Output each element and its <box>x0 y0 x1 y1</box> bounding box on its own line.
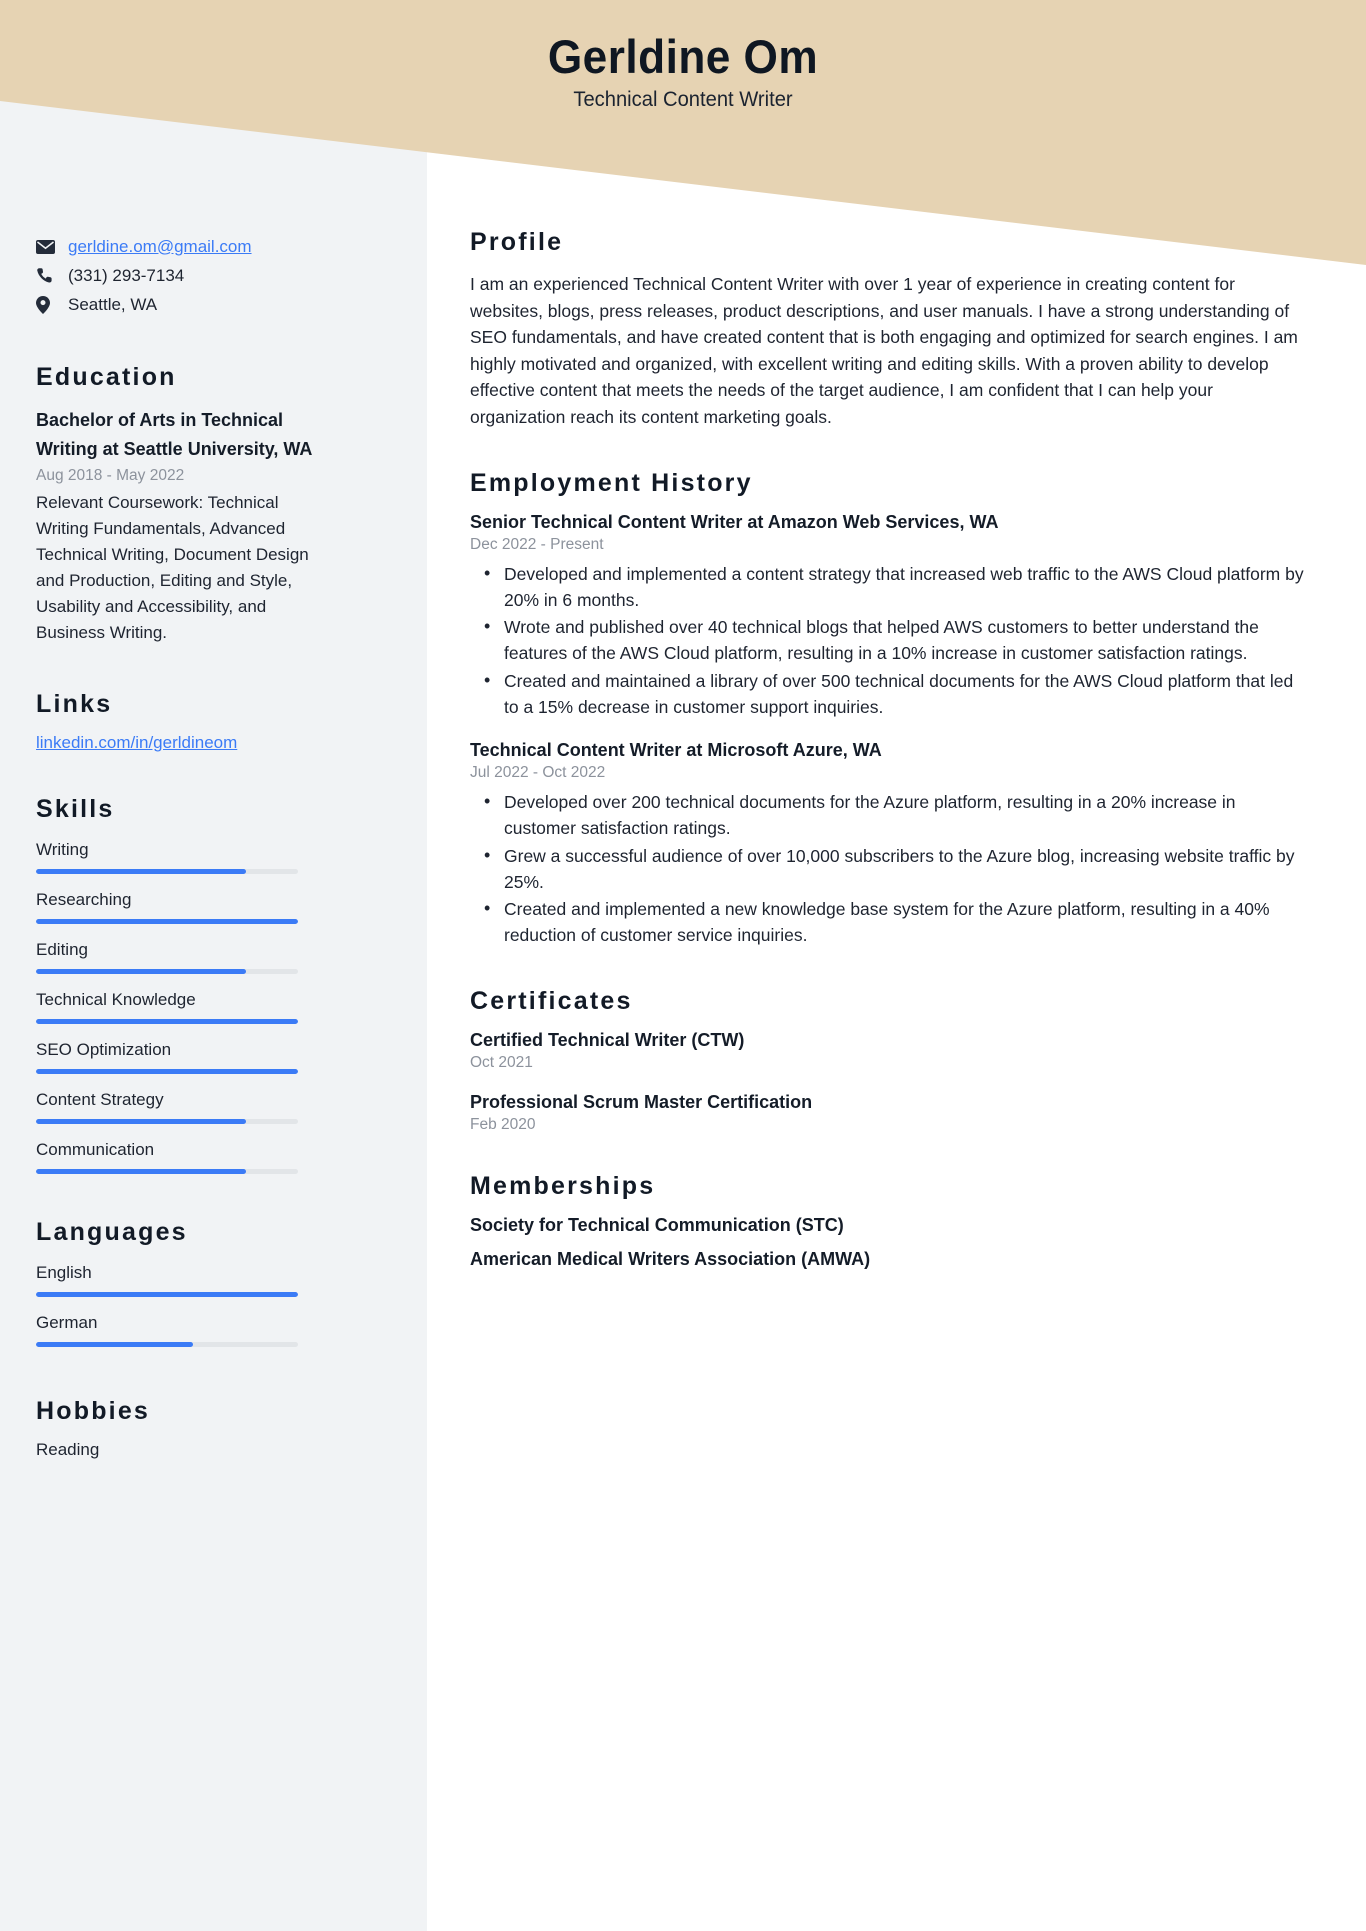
skill-level-track <box>36 969 298 974</box>
job-date: Dec 2022 - Present <box>470 535 604 553</box>
skill-label: Communication <box>36 1139 155 1159</box>
skill-level-fill <box>36 1169 246 1174</box>
skill-item <box>36 840 298 874</box>
skill-label: Writing <box>36 839 89 859</box>
skill-level-fill <box>36 1069 298 1074</box>
section-profile <box>470 228 1306 431</box>
skill-label: Content Strategy <box>36 1089 164 1109</box>
job-bullet-list <box>470 561 1306 721</box>
skill-item <box>36 1140 298 1174</box>
language-label: German <box>36 1312 98 1332</box>
contact-row-phone <box>36 261 427 290</box>
section-languages <box>36 1218 427 1347</box>
language-item <box>36 1313 298 1347</box>
hobbies-heading: Hobbies <box>36 1396 151 1425</box>
job-title: Senior Technical Content Writer at Amazon Web Services, WA <box>470 511 999 532</box>
language-level-fill <box>36 1342 193 1347</box>
email-link[interactable]: gerldine.om@gmail.com <box>68 236 252 256</box>
main-column <box>427 0 1366 1270</box>
job-bullet-list <box>470 789 1306 949</box>
job-bullet: • Created and implemented a new knowledge base system for the Azure platform, resulting in a 40% reduction of customer service inquiries. <box>504 896 1306 949</box>
employment-heading: Employment History <box>470 468 753 497</box>
language-level-track <box>36 1292 298 1297</box>
languages-list <box>36 1263 427 1347</box>
phone-icon <box>36 267 58 284</box>
job-bullet: • Wrote and published over 40 technical blogs that helped AWS customers to better understand the features of the AWS Cloud platform, resulting in a 10% increase in customer satisfaction ratings. <box>504 614 1306 667</box>
skill-level-fill <box>36 869 246 874</box>
job-bullet: • Developed over 200 technical documents for the Azure platform, resulting in a 20% increase in customer satisfaction ratings. <box>504 789 1306 842</box>
certificates-heading: Certificates <box>470 986 633 1015</box>
skill-level-fill <box>36 1119 246 1124</box>
skill-level-fill <box>36 1019 298 1024</box>
contact-row-email[interactable] <box>36 232 427 261</box>
language-item <box>36 1263 298 1297</box>
education-description: Relevant Coursework: Technical Writing Fundamentals, Advanced Technical Writing, Document Design and Production, Editing and Style, Usability and Accessibility, and Business Writing. <box>36 492 309 642</box>
profile-heading: Profile <box>470 228 564 256</box>
skill-label: Editing <box>36 939 88 959</box>
skill-item <box>36 940 298 974</box>
skill-level-track <box>36 1169 298 1174</box>
skill-level-track <box>36 1069 298 1074</box>
education-heading: Education <box>36 363 177 391</box>
memberships-list <box>470 1215 1306 1270</box>
certificate-title: Professional Scrum Master Certification <box>470 1091 813 1112</box>
section-skills <box>36 795 427 1174</box>
section-employment <box>470 469 1306 949</box>
phone-value: (331) 293-7134 <box>68 265 185 285</box>
languages-heading: Languages <box>36 1217 188 1246</box>
certificate-entry <box>470 1030 1306 1072</box>
employment-entry <box>470 740 1306 949</box>
sidebar-column <box>0 0 427 1460</box>
certificate-date: Oct 2021 <box>470 1053 533 1071</box>
skill-item <box>36 1090 298 1124</box>
membership-item: American Medical Writers Association (AMWA) <box>470 1248 871 1269</box>
contact-row-location <box>36 290 427 319</box>
link-item[interactable] <box>36 733 427 753</box>
profile-text: I am an experienced Technical Content Writer with over 1 year of experience in creating content for websites, blogs, press releases, product descriptions, and user manuals. I have a strong understanding of SEO fundamentals, and have created content that is both engaging and optimized for search engines. I am highly motivated and organized, with excellent writing and editing skills. With a proven ability to develop effective content that meets the needs of the target audience, I am confident that I can help your organization reach its content marketing goals. <box>470 274 1298 427</box>
education-entry <box>36 406 427 646</box>
membership-item: Society for Technical Communication (STC) <box>470 1214 844 1235</box>
links-heading: Links <box>36 689 113 718</box>
candidate-role: Technical Content Writer <box>573 88 793 112</box>
skill-level-track <box>36 1119 298 1124</box>
job-title: Technical Content Writer at Microsoft Azure, WA <box>470 740 882 761</box>
skill-item <box>36 1040 298 1074</box>
language-label: English <box>36 1262 92 1282</box>
job-bullet: • Developed and implemented a content strategy that increased web traffic to the AWS Cloud platform by 20% in 6 months. <box>504 561 1306 614</box>
section-certificates <box>470 987 1306 1134</box>
certificate-entry <box>470 1092 1306 1134</box>
skills-heading: Skills <box>36 794 115 823</box>
certificate-date: Feb 2020 <box>470 1115 536 1133</box>
job-bullet: • Created and maintained a library of over 500 technical documents for the AWS Cloud platform that led to a 15% decrease in customer support inquiries. <box>504 668 1306 721</box>
employment-entry <box>470 512 1306 721</box>
skill-label: Technical Knowledge <box>36 989 196 1009</box>
candidate-name: Gerldine Om <box>547 30 819 83</box>
skill-level-track <box>36 919 298 924</box>
education-date: Aug 2018 - May 2022 <box>36 466 185 484</box>
linkedin-link[interactable]: linkedin.com/in/gerldineom <box>36 732 238 752</box>
job-bullet: • Grew a successful audience of over 10,000 subscribers to the Azure blog, increasing website traffic by 25%. <box>504 843 1306 896</box>
skill-item <box>36 890 298 924</box>
skill-level-track <box>36 869 298 874</box>
language-level-track <box>36 1342 298 1347</box>
job-date: Jul 2022 - Oct 2022 <box>470 764 606 782</box>
skill-level-fill <box>36 969 246 974</box>
section-memberships <box>470 1172 1306 1270</box>
section-links <box>36 690 427 753</box>
hobbies-text: Reading <box>36 1439 100 1459</box>
map-pin-icon <box>36 296 58 314</box>
skills-list <box>36 840 427 1174</box>
section-education <box>36 363 427 646</box>
envelope-icon <box>36 240 58 254</box>
language-level-fill <box>36 1292 298 1297</box>
certificate-title: Certified Technical Writer (CTW) <box>470 1029 745 1050</box>
skill-label: SEO Optimization <box>36 1039 172 1059</box>
location-value: Seattle, WA <box>68 294 158 314</box>
skill-item <box>36 990 298 1024</box>
skill-level-fill <box>36 919 298 924</box>
memberships-heading: Memberships <box>470 1171 656 1200</box>
skill-level-track <box>36 1019 298 1024</box>
skill-label: Researching <box>36 889 132 909</box>
certificates-list <box>470 1030 1306 1134</box>
jobs-list <box>470 512 1306 949</box>
education-title: Bachelor of Arts in Technical Writing at Seattle University, WA <box>36 410 313 459</box>
section-hobbies <box>36 1397 427 1460</box>
